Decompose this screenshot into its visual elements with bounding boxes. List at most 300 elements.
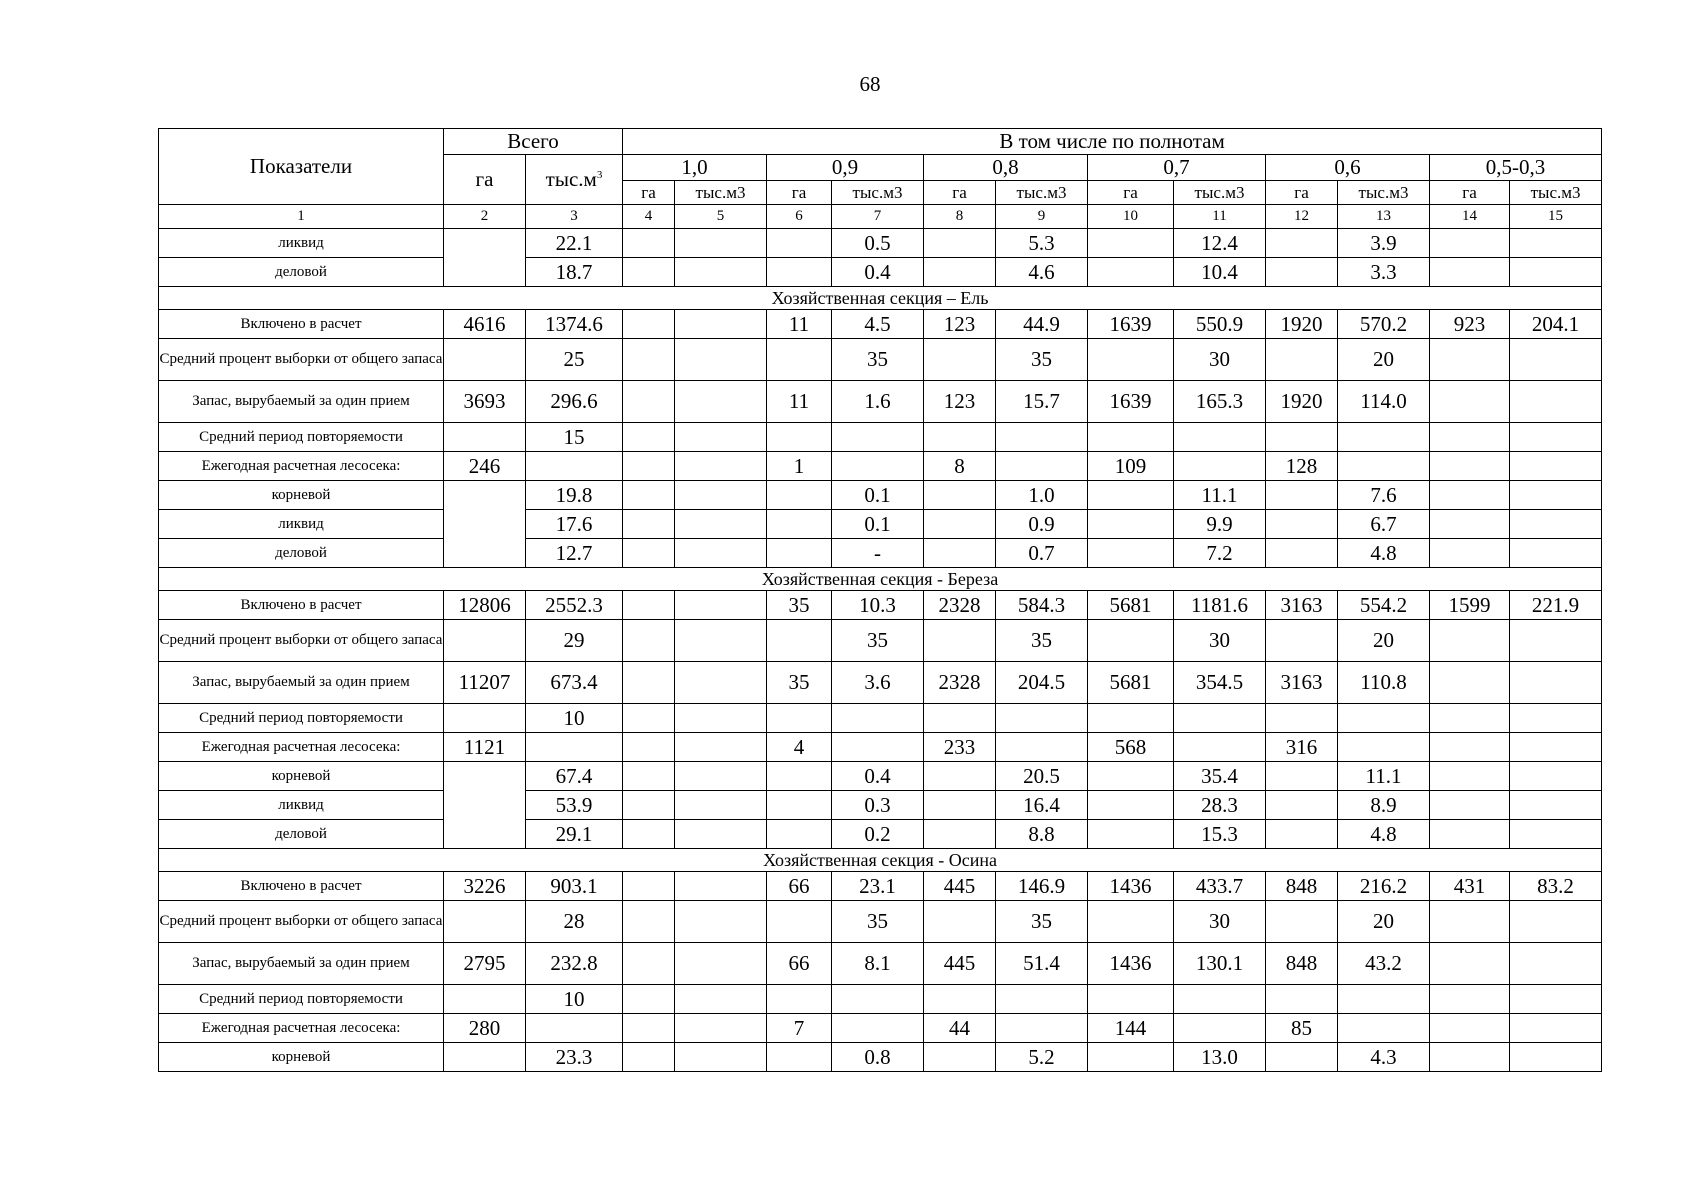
table-row: [159, 591, 1602, 620]
table-cell: [675, 452, 767, 481]
table-cell: [623, 872, 675, 901]
table-cell: 2795: [444, 943, 526, 985]
table-row: [159, 943, 1602, 985]
table-cell: [1266, 423, 1338, 452]
table-cell: [1430, 510, 1510, 539]
table-cell: [767, 510, 832, 539]
row-label: Включено в расчет: [159, 872, 444, 901]
table-cell: [444, 229, 526, 287]
table-cell: 114.0: [1338, 381, 1430, 423]
table-cell: [1510, 339, 1602, 381]
table-cell: 23.1: [832, 872, 924, 901]
table-row: [159, 258, 1602, 287]
row-label: деловой: [159, 258, 444, 287]
table-cell: [1266, 791, 1338, 820]
header-total-ga: га: [444, 155, 526, 205]
table-row: [159, 510, 1602, 539]
table-cell: 233: [924, 733, 996, 762]
table-cell: [1430, 820, 1510, 849]
table-cell: 216.2: [1338, 872, 1430, 901]
table-cell: 30: [1174, 339, 1266, 381]
table-cell: [1430, 762, 1510, 791]
table-cell: [1174, 733, 1266, 762]
table-cell: [675, 820, 767, 849]
table-cell: [526, 452, 623, 481]
table-cell: [675, 381, 767, 423]
table-cell: 109: [1088, 452, 1174, 481]
table-cell: 4.8: [1338, 820, 1430, 849]
table-cell: [767, 339, 832, 381]
table-cell: [1510, 662, 1602, 704]
table-cell: [1088, 229, 1174, 258]
table-cell: 123: [924, 310, 996, 339]
table-cell: [924, 985, 996, 1014]
table-cell: [767, 791, 832, 820]
table-row: [159, 620, 1602, 662]
table-cell: [924, 901, 996, 943]
table-cell: [623, 791, 675, 820]
table-cell: 20: [1338, 620, 1430, 662]
row-label: корневой: [159, 762, 444, 791]
table-cell: [675, 339, 767, 381]
table-cell: [1430, 539, 1510, 568]
section-header-row: [159, 849, 1602, 872]
table-cell: [924, 510, 996, 539]
table-cell: [1510, 943, 1602, 985]
row-label: корневой: [159, 1043, 444, 1072]
table-cell: [1266, 820, 1338, 849]
table-cell: 0.1: [832, 510, 924, 539]
table-cell: [675, 662, 767, 704]
table-cell: 128: [1266, 452, 1338, 481]
table-cell: [623, 704, 675, 733]
table-row: [159, 762, 1602, 791]
header-indicators: Показатели: [159, 129, 444, 205]
table-cell: [675, 872, 767, 901]
table-row: [159, 733, 1602, 762]
table-cell: [623, 258, 675, 287]
table-cell: [924, 762, 996, 791]
header-density-4: 0,7: [1088, 155, 1266, 181]
row-label: Включено в расчет: [159, 310, 444, 339]
table-cell: 550.9: [1174, 310, 1266, 339]
table-cell: [1088, 901, 1174, 943]
forest-calculation-table: [158, 128, 1602, 1072]
table-cell: 6.7: [1338, 510, 1430, 539]
header-unit-volume: тыс.м3: [1338, 181, 1430, 205]
table-cell: 3226: [444, 872, 526, 901]
table-cell: 35.4: [1174, 762, 1266, 791]
table-cell: [767, 229, 832, 258]
table-cell: [1338, 733, 1430, 762]
header-unit-volume: тыс.м3: [1510, 181, 1602, 205]
table-cell: 1.6: [832, 381, 924, 423]
table-cell: 20.5: [996, 762, 1088, 791]
row-label: Средний процент выборки от общего запаса: [159, 901, 444, 943]
table-cell: [675, 539, 767, 568]
table-cell: [675, 943, 767, 985]
table-cell: 35: [832, 339, 924, 381]
table-cell: 15.3: [1174, 820, 1266, 849]
table-cell: 1639: [1088, 310, 1174, 339]
table-cell: [1510, 481, 1602, 510]
table-cell: [1510, 258, 1602, 287]
header-by-density: В том числе по полнотам: [623, 129, 1602, 155]
table-cell: [924, 481, 996, 510]
table-cell: 1599: [1430, 591, 1510, 620]
table-cell: 29: [526, 620, 623, 662]
table-cell: 19.8: [526, 481, 623, 510]
table-cell: 4: [767, 733, 832, 762]
header-total-volume: [526, 155, 623, 205]
row-label: Ежегодная расчетная лесосека:: [159, 733, 444, 762]
table-cell: 316: [1266, 733, 1338, 762]
table-cell: [623, 381, 675, 423]
table-cell: [1338, 704, 1430, 733]
table-cell: 1436: [1088, 872, 1174, 901]
table-cell: [1088, 481, 1174, 510]
table-cell: [1510, 762, 1602, 791]
table-cell: [1510, 901, 1602, 943]
column-number: 7: [832, 205, 924, 229]
table-cell: [675, 1043, 767, 1072]
row-label: Запас, вырубаемый за один прием: [159, 943, 444, 985]
table-cell: 923: [1430, 310, 1510, 339]
table-cell: [623, 762, 675, 791]
table-cell: 144: [1088, 1014, 1174, 1043]
table-cell: 35: [996, 620, 1088, 662]
table-cell: [1338, 985, 1430, 1014]
table-cell: 0.1: [832, 481, 924, 510]
table-cell: 1436: [1088, 943, 1174, 985]
table-cell: 67.4: [526, 762, 623, 791]
row-label: Ежегодная расчетная лесосека:: [159, 1014, 444, 1043]
table-cell: [623, 310, 675, 339]
table-cell: 4.3: [1338, 1043, 1430, 1072]
table-cell: [623, 1043, 675, 1072]
table-cell: 5.3: [996, 229, 1088, 258]
table-cell: 44.9: [996, 310, 1088, 339]
header-total: Всего: [444, 129, 623, 155]
table-cell: [623, 943, 675, 985]
table-cell: [623, 229, 675, 258]
table-cell: [1266, 985, 1338, 1014]
section-title: Хозяйственная секция – Ель: [159, 287, 1602, 310]
column-number: 2: [444, 205, 526, 229]
table-cell: [767, 762, 832, 791]
table-cell: [623, 901, 675, 943]
unit-superscript: 3: [596, 169, 603, 181]
table-row: [159, 791, 1602, 820]
table-cell: [924, 620, 996, 662]
column-number: 14: [1430, 205, 1510, 229]
table-cell: [623, 591, 675, 620]
table-cell: [1510, 620, 1602, 662]
table-cell: 2328: [924, 591, 996, 620]
table-cell: [623, 452, 675, 481]
table-cell: 221.9: [1510, 591, 1602, 620]
table-cell: [444, 620, 526, 662]
table-cell: [832, 733, 924, 762]
table-cell: 35: [996, 339, 1088, 381]
column-number: 11: [1174, 205, 1266, 229]
table-cell: 7.6: [1338, 481, 1430, 510]
row-label: Средний период повторяемости: [159, 704, 444, 733]
table-cell: 1374.6: [526, 310, 623, 339]
table-cell: [1266, 901, 1338, 943]
table-cell: [675, 733, 767, 762]
table-cell: [1088, 985, 1174, 1014]
table-cell: [444, 423, 526, 452]
table-cell: [623, 662, 675, 704]
table-cell: 3.6: [832, 662, 924, 704]
table-cell: 0.4: [832, 762, 924, 791]
table-cell: 584.3: [996, 591, 1088, 620]
table-cell: 35: [832, 901, 924, 943]
table-cell: 17.6: [526, 510, 623, 539]
table-cell: [1430, 943, 1510, 985]
table-cell: 848: [1266, 872, 1338, 901]
table-cell: [1266, 704, 1338, 733]
table-cell: [1430, 704, 1510, 733]
table-cell: 11: [767, 381, 832, 423]
table-cell: [1430, 791, 1510, 820]
table-cell: 232.8: [526, 943, 623, 985]
table-cell: [1510, 452, 1602, 481]
row-label: корневой: [159, 481, 444, 510]
table-cell: 16.4: [996, 791, 1088, 820]
table-cell: 30: [1174, 620, 1266, 662]
table-cell: 0.9: [996, 510, 1088, 539]
header-row-1: [159, 129, 1602, 155]
table-cell: [1174, 985, 1266, 1014]
table-row: [159, 339, 1602, 381]
table-cell: [1266, 481, 1338, 510]
table-cell: [623, 423, 675, 452]
page-number: 68: [859, 72, 881, 96]
column-number: 9: [996, 205, 1088, 229]
table-cell: 568: [1088, 733, 1174, 762]
table-cell: [1430, 452, 1510, 481]
table-cell: [1338, 423, 1430, 452]
table-cell: [924, 704, 996, 733]
table-cell: [1088, 704, 1174, 733]
table-cell: 848: [1266, 943, 1338, 985]
table-cell: 3163: [1266, 662, 1338, 704]
table-cell: 25: [526, 339, 623, 381]
table-cell: 8: [924, 452, 996, 481]
table-cell: [996, 452, 1088, 481]
table-cell: 673.4: [526, 662, 623, 704]
table-cell: [1266, 510, 1338, 539]
table-cell: -: [832, 539, 924, 568]
table-cell: [1430, 1043, 1510, 1072]
table-cell: 28.3: [1174, 791, 1266, 820]
table-cell: [832, 1014, 924, 1043]
table-row: [159, 423, 1602, 452]
table-cell: [675, 591, 767, 620]
table-cell: [924, 423, 996, 452]
table-cell: [1510, 539, 1602, 568]
table-cell: 1121: [444, 733, 526, 762]
table-cell: 3.9: [1338, 229, 1430, 258]
table-cell: 146.9: [996, 872, 1088, 901]
table-cell: [1430, 229, 1510, 258]
table-cell: 8.8: [996, 820, 1088, 849]
table-cell: [767, 620, 832, 662]
table-cell: [1088, 339, 1174, 381]
table-row: [159, 229, 1602, 258]
table-cell: 1181.6: [1174, 591, 1266, 620]
table-cell: 13.0: [1174, 1043, 1266, 1072]
header-unit-volume: тыс.м3: [996, 181, 1088, 205]
table-cell: 4616: [444, 310, 526, 339]
table-cell: [675, 791, 767, 820]
table-cell: [1088, 620, 1174, 662]
row-label: Ежегодная расчетная лесосека:: [159, 452, 444, 481]
table-cell: [1174, 423, 1266, 452]
table-cell: 0.7: [996, 539, 1088, 568]
header-density-6: 0,5-0,3: [1430, 155, 1602, 181]
row-label: Запас, вырубаемый за один прием: [159, 381, 444, 423]
table-cell: [1510, 985, 1602, 1014]
table-cell: 7.2: [1174, 539, 1266, 568]
table-row: [159, 662, 1602, 704]
table-cell: 1639: [1088, 381, 1174, 423]
table-cell: [1174, 704, 1266, 733]
table-cell: [1338, 452, 1430, 481]
table-cell: 8.9: [1338, 791, 1430, 820]
table-cell: [1430, 423, 1510, 452]
table-cell: [1266, 339, 1338, 381]
table-cell: 35: [767, 662, 832, 704]
table-cell: [675, 229, 767, 258]
table-cell: 445: [924, 872, 996, 901]
header-unit-ga: га: [767, 181, 832, 205]
table-row: [159, 481, 1602, 510]
table-cell: 1.0: [996, 481, 1088, 510]
header-density-2: 0,9: [767, 155, 924, 181]
table-row: [159, 704, 1602, 733]
table-cell: 130.1: [1174, 943, 1266, 985]
table-cell: [675, 762, 767, 791]
table-cell: [767, 258, 832, 287]
table-cell: [767, 820, 832, 849]
table-cell: 20: [1338, 901, 1430, 943]
table-cell: 0.5: [832, 229, 924, 258]
table-cell: 3693: [444, 381, 526, 423]
table-cell: 4.5: [832, 310, 924, 339]
table-cell: [1510, 510, 1602, 539]
table-cell: [924, 339, 996, 381]
table-cell: [623, 1014, 675, 1043]
table-row: [159, 1043, 1602, 1072]
table-cell: [1430, 620, 1510, 662]
table-cell: 110.8: [1338, 662, 1430, 704]
table-cell: [1510, 1014, 1602, 1043]
header-density-1: 1,0: [623, 155, 767, 181]
table-cell: [1510, 1043, 1602, 1072]
row-label: Средний процент выборки от общего запаса: [159, 620, 444, 662]
table-cell: [1088, 820, 1174, 849]
table-cell: [444, 901, 526, 943]
table-cell: [996, 733, 1088, 762]
table-cell: [1430, 733, 1510, 762]
table-cell: [1266, 229, 1338, 258]
table-cell: 7: [767, 1014, 832, 1043]
table-row: [159, 452, 1602, 481]
table-cell: 85: [1266, 1014, 1338, 1043]
column-number: 12: [1266, 205, 1338, 229]
table-cell: [675, 510, 767, 539]
table-cell: [623, 733, 675, 762]
table-cell: [1510, 704, 1602, 733]
table-cell: [444, 481, 526, 568]
table-cell: 28: [526, 901, 623, 943]
table-cell: [1088, 510, 1174, 539]
table-cell: [623, 985, 675, 1014]
table-cell: 0.8: [832, 1043, 924, 1072]
table-cell: 433.7: [1174, 872, 1266, 901]
table-cell: 123: [924, 381, 996, 423]
table-cell: [1088, 791, 1174, 820]
table-row: [159, 901, 1602, 943]
table-cell: [1266, 258, 1338, 287]
table-cell: [1430, 258, 1510, 287]
table-cell: 2328: [924, 662, 996, 704]
table-cell: [1510, 229, 1602, 258]
table-cell: 246: [444, 452, 526, 481]
header-unit-ga: га: [623, 181, 675, 205]
header-unit-volume: тыс.м3: [675, 181, 767, 205]
table-cell: [924, 1043, 996, 1072]
header-density-3: 0,8: [924, 155, 1088, 181]
table-cell: [623, 339, 675, 381]
table-cell: [1088, 762, 1174, 791]
table-cell: 10: [526, 704, 623, 733]
table-cell: [675, 258, 767, 287]
table-cell: 12806: [444, 591, 526, 620]
table-cell: [1510, 381, 1602, 423]
table-cell: [832, 985, 924, 1014]
row-label: деловой: [159, 539, 444, 568]
table-cell: [675, 310, 767, 339]
section-header-row: [159, 568, 1602, 591]
table-cell: 354.5: [1174, 662, 1266, 704]
table-cell: 12.7: [526, 539, 623, 568]
row-label: Средний период повторяемости: [159, 985, 444, 1014]
table-row: [159, 985, 1602, 1014]
table-cell: 3.3: [1338, 258, 1430, 287]
table-cell: [1510, 733, 1602, 762]
header-density-5: 0,6: [1266, 155, 1430, 181]
column-number: 4: [623, 205, 675, 229]
column-number: 6: [767, 205, 832, 229]
table-cell: 0.2: [832, 820, 924, 849]
table-cell: [996, 1014, 1088, 1043]
column-number: 1: [159, 205, 444, 229]
table-cell: 903.1: [526, 872, 623, 901]
table-cell: 22.1: [526, 229, 623, 258]
table-cell: 0.4: [832, 258, 924, 287]
table-cell: [623, 539, 675, 568]
table-row: [159, 539, 1602, 568]
table-cell: [767, 1043, 832, 1072]
row-label: Запас, вырубаемый за один прием: [159, 662, 444, 704]
table-cell: 15.7: [996, 381, 1088, 423]
table-cell: [1088, 258, 1174, 287]
table-cell: 431: [1430, 872, 1510, 901]
